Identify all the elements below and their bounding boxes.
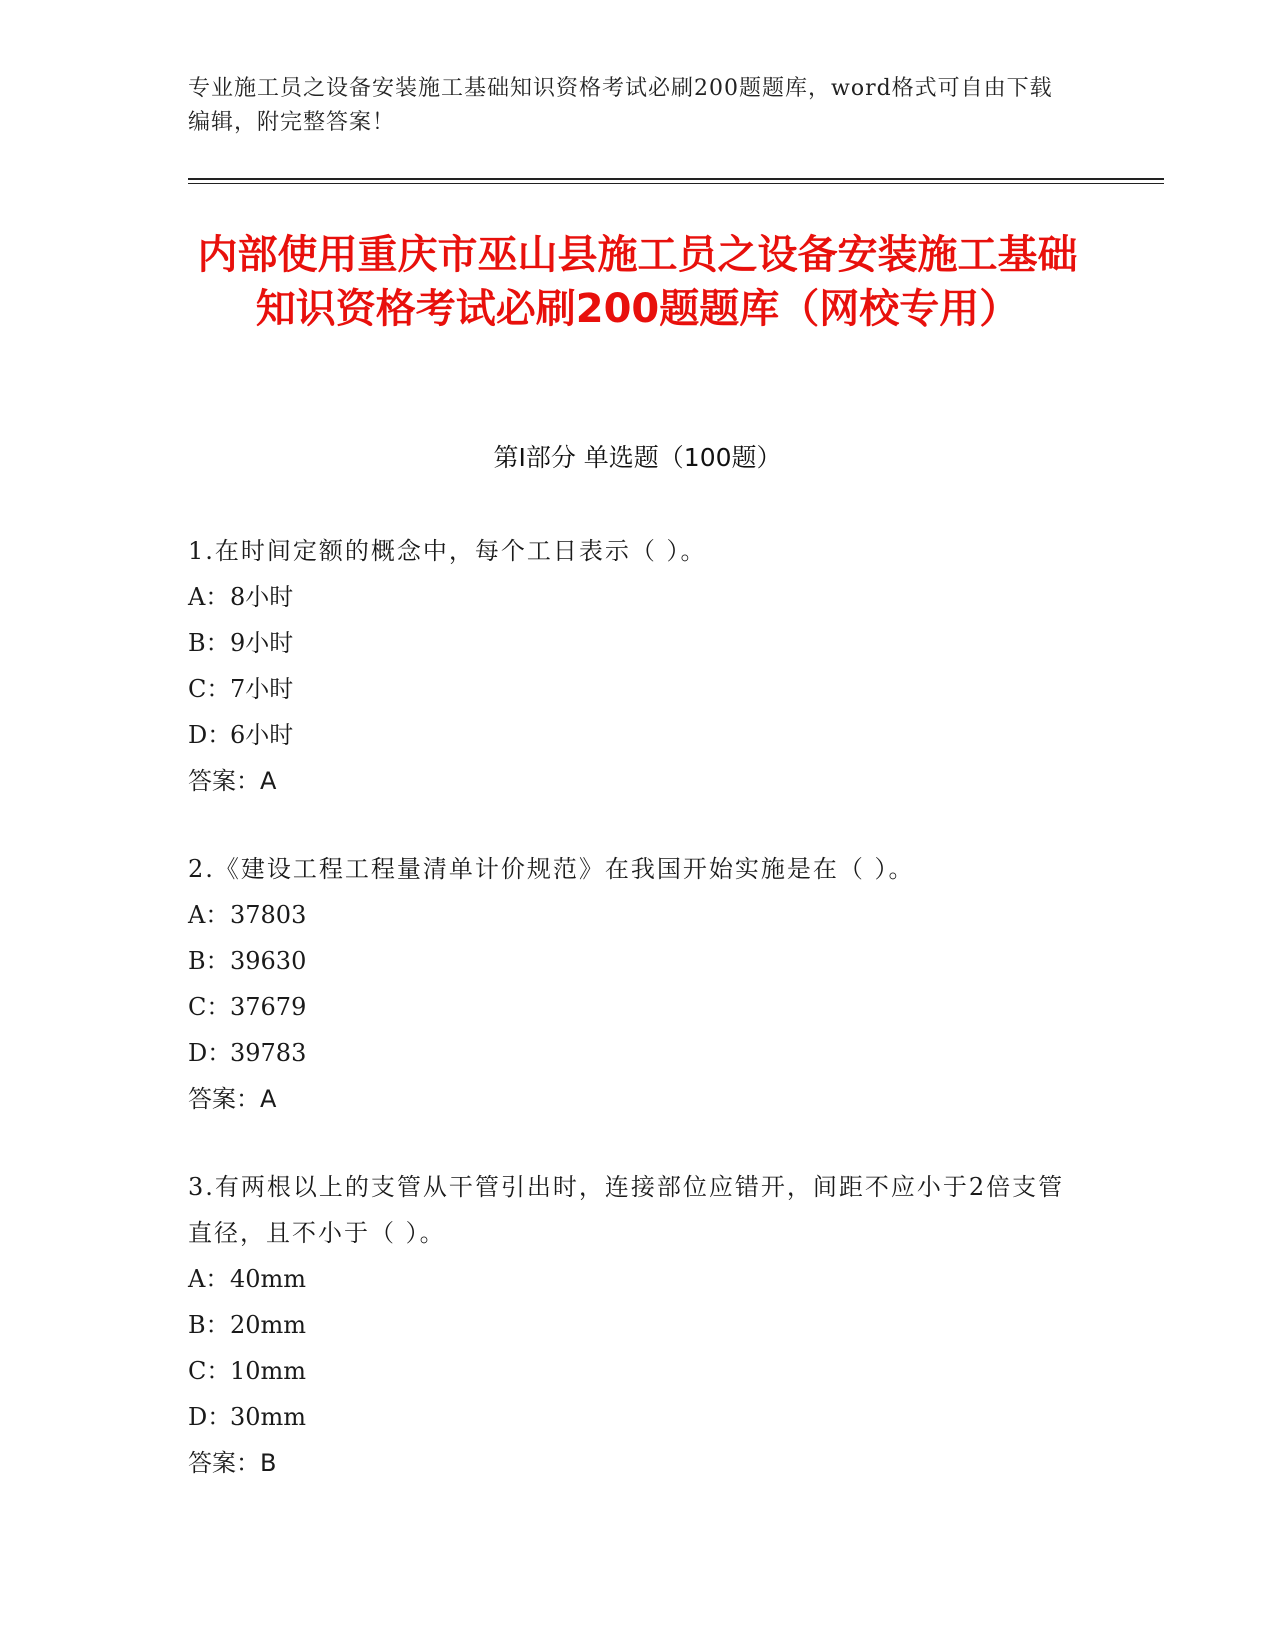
option-text: 40mm bbox=[230, 1265, 307, 1293]
answer-label: 答案： bbox=[188, 1449, 260, 1477]
question-1 bbox=[188, 528, 1068, 804]
option-text: 39783 bbox=[230, 1039, 307, 1067]
answer-label: 答案： bbox=[188, 1085, 260, 1113]
option-c bbox=[188, 1348, 1068, 1394]
option-key: A： bbox=[188, 1265, 230, 1293]
header-divider-thin bbox=[188, 183, 1164, 184]
option-key: D： bbox=[188, 721, 232, 749]
answer-value: A bbox=[260, 1085, 277, 1113]
option-c bbox=[188, 666, 1068, 712]
option-a bbox=[188, 892, 1068, 938]
option-key: A： bbox=[188, 583, 230, 611]
option-text: 30mm bbox=[230, 1403, 307, 1431]
option-d bbox=[188, 712, 1068, 758]
option-key: C： bbox=[188, 1357, 231, 1385]
question-stem: 2.《建设工程工程量清单计价规范》在我国开始实施是在（ ）。 bbox=[188, 855, 915, 883]
option-key: B： bbox=[188, 947, 230, 975]
answer-value: A bbox=[260, 767, 277, 795]
option-key: C： bbox=[188, 675, 231, 703]
option-key: B： bbox=[188, 1311, 230, 1339]
document-title: 内部使用重庆市巫山县施工员之设备安装施工基础知识资格考试必刷200题题库（网校专用） bbox=[197, 232, 1078, 332]
header-divider bbox=[188, 178, 1164, 180]
option-text: 6小时 bbox=[230, 721, 294, 749]
question-list bbox=[188, 528, 1068, 1528]
answer-line bbox=[188, 1440, 1068, 1486]
answer-line bbox=[188, 1076, 1068, 1122]
answer-line bbox=[188, 758, 1068, 804]
option-d bbox=[188, 1030, 1068, 1076]
option-b bbox=[188, 1302, 1068, 1348]
option-key: C： bbox=[188, 993, 231, 1021]
option-text: 39630 bbox=[230, 947, 307, 975]
answer-value: B bbox=[260, 1449, 277, 1477]
option-text: 8小时 bbox=[230, 583, 294, 611]
option-key: A： bbox=[188, 901, 230, 929]
header-note: 专业施工员之设备安装施工基础知识资格考试必刷200题题库，word格式可自由下载编辑，附完整答案！ bbox=[188, 76, 1053, 135]
option-a bbox=[188, 1256, 1068, 1302]
option-d bbox=[188, 1394, 1068, 1440]
option-text: 9小时 bbox=[230, 629, 294, 657]
question-2 bbox=[188, 846, 1068, 1122]
option-a bbox=[188, 574, 1068, 620]
answer-label: 答案： bbox=[188, 767, 260, 795]
question-3 bbox=[188, 1164, 1068, 1486]
option-b bbox=[188, 620, 1068, 666]
option-text: 10mm bbox=[230, 1357, 307, 1385]
option-text: 20mm bbox=[230, 1311, 307, 1339]
option-text: 37679 bbox=[230, 993, 307, 1021]
option-key: B： bbox=[188, 629, 230, 657]
option-text: 7小时 bbox=[230, 675, 294, 703]
question-stem: 1.在时间定额的概念中，每个工日表示（ ）。 bbox=[188, 537, 707, 565]
section-heading: 第I部分 单选题（100题） bbox=[493, 443, 782, 472]
question-stem: 3.有两根以上的支管从干管引出时，连接部位应错开，间距不应小于2倍支管直径，且不小于（ ）。 bbox=[188, 1173, 1065, 1247]
option-key: D： bbox=[188, 1039, 232, 1067]
option-b bbox=[188, 938, 1068, 984]
option-text: 37803 bbox=[230, 901, 307, 929]
option-c bbox=[188, 984, 1068, 1030]
option-key: D： bbox=[188, 1403, 232, 1431]
